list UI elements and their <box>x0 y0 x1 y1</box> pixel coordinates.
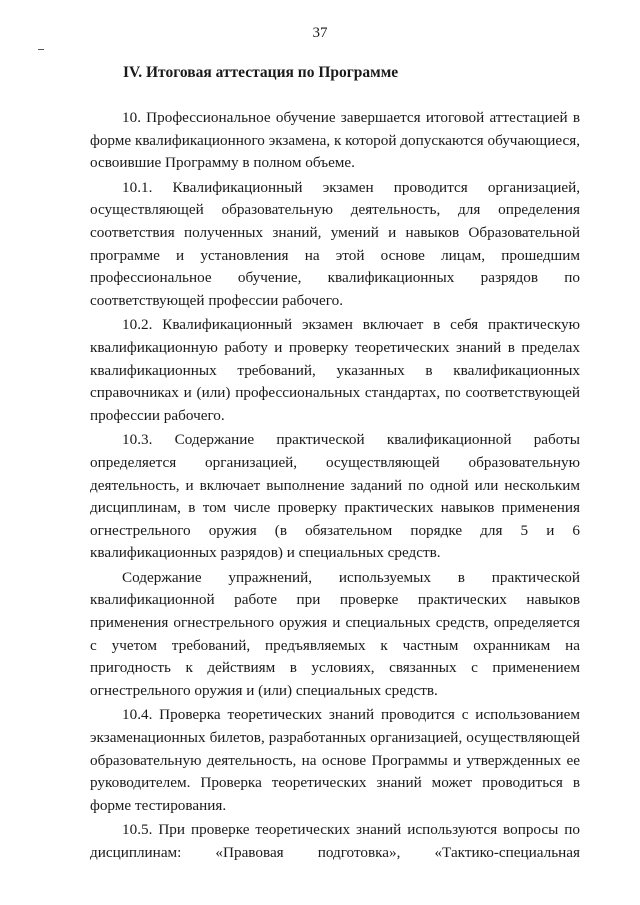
paragraph-10-4: 10.4. Проверка теоретических знаний проводится с использованием экзаменационных билетов, разработанных организацией, осуществляющей образовательную деятельность, на основе Программы и утвержденных ее руководителем. Проверка теоретических знаний может проводиться в форме тестирования. <box>90 706 580 814</box>
section-heading: IV. Итоговая аттестация по Программе <box>123 64 399 81</box>
paragraph-exercises-content: Содержание упражнений, используемых в практической квалификационной работе при проверке практических навыков применения огнестрельного оружия и специальных средств, определяется с учетом требований, предъявляемых к частным охранникам на пригодность к действиям в условиях, связанных с применением огнестрельного оружия и (или) специальных средств. <box>90 568 580 699</box>
margin-mark <box>38 49 44 50</box>
paragraph-10-1: 10.1. Квалификационный экзамен проводится организацией, осуществляющей образовательную деятельность, для определения соответствия полученных знаний, умений и навыков Образовательной программе и установления на этой основе лицам, прошедшим профессиональное обучение, квалификационных разрядов по соответствующей профессии рабочего. <box>90 178 580 309</box>
paragraph-10-2: 10.2. Квалификационный экзамен включает в себя практическую квалификационную работу и проверку теоретических знаний в пределах квалификационных требований, указанных в квалификационных справочниках и (или) профессиональных стандартах, по соответствующей профессии рабочего. <box>90 316 580 424</box>
paragraph-10-5: 10.5. При проверке теоретических знаний используются вопросы по дисциплинам: «Правовая подготовка», «Тактико-специальная <box>90 821 580 861</box>
page-number: 37 <box>312 25 328 41</box>
paragraph-10-3: 10.3. Содержание практической квалификационной работы определяется организацией, осуществляющей образовательную деятельность, и включает выполнение заданий по одной или нескольким дисциплинам, в том числе проверку практических навыков применения огнестрельного оружия (в обязательном порядке для 5 и 6 квалификационных разрядов) и специальных средств. <box>90 431 580 562</box>
paragraph-10: 10. Профессиональное обучение завершается итоговой аттестацией в форме квалификационного экзамена, к которой допускаются обучающиеся, освоившие Программу в полном объеме. <box>90 109 580 172</box>
document-body <box>90 62 580 865</box>
